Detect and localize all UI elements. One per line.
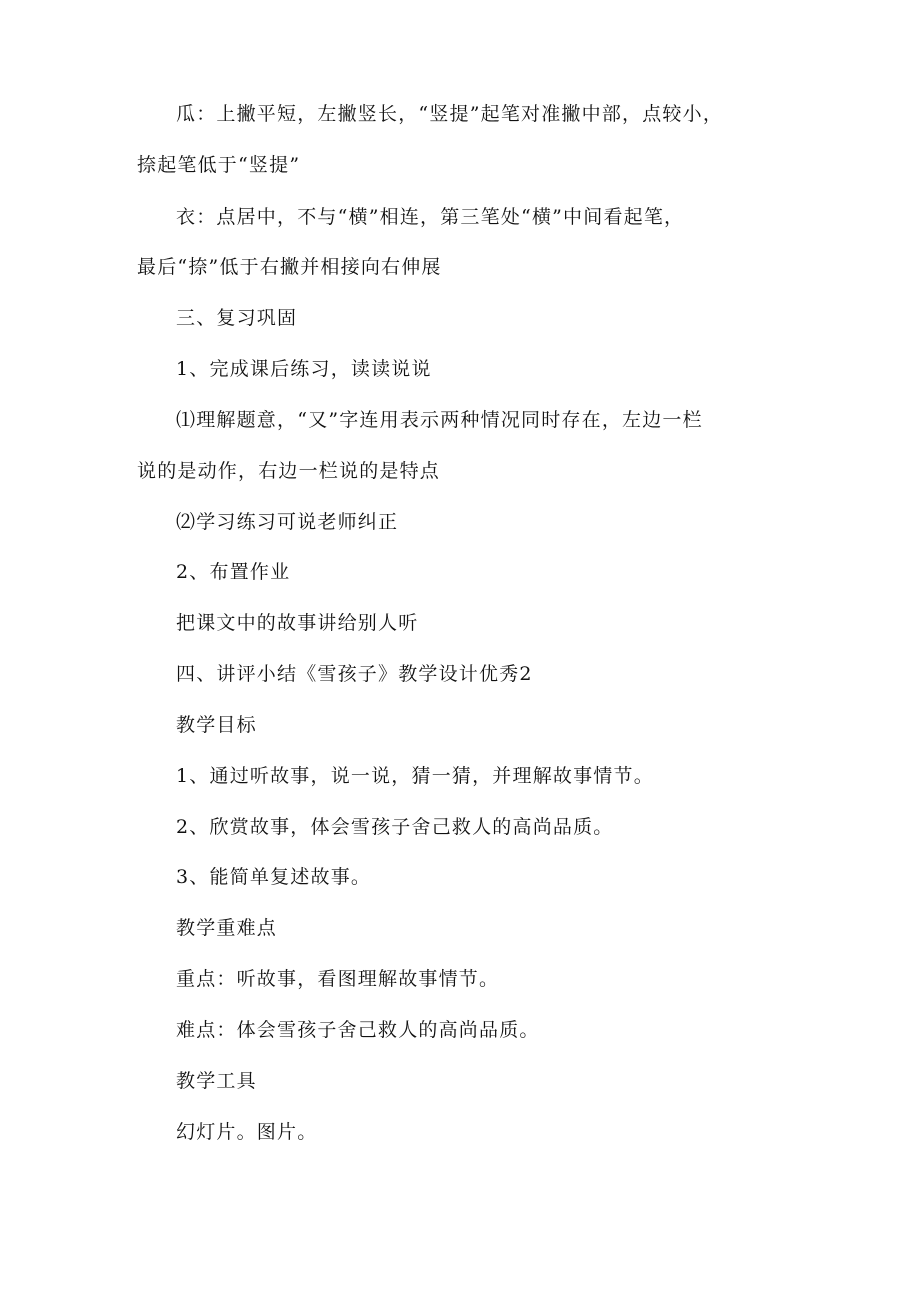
sub-item-2: ⑵学习练习可说老师纠正 [176,511,399,533]
paragraph-yi-line2: 最后“捺”低于右撇并相接向右伸展 [137,256,442,278]
difficulty-text: 难点：体会雪孩子舍己救人的高尚品质。 [176,1019,540,1041]
goal-item-3: 3、能简单复述故事。 [176,866,372,888]
heading-teaching-tools: 教学工具 [176,1070,257,1092]
goal-item-1: 1、通过听故事，说一说，猜一猜，并理解故事情节。 [176,765,654,787]
tools-text: 幻灯片。图片。 [176,1121,318,1143]
key-point-text: 重点：听故事，看图理解故事情节。 [176,968,500,990]
section-heading-review: 三、复习巩固 [176,307,298,329]
heading-key-difficulties: 教学重难点 [176,917,278,939]
list-item-exercises: 1、完成课后练习，读读说说 [176,358,432,380]
paragraph-yi-line1: 衣：点居中，不与“横”相连，第三笔处“横”中间看起笔， [176,206,685,228]
paragraph-gua-line2: 捺起笔低于“竖提” [137,154,301,176]
homework-text: 把课文中的故事讲给别人听 [176,612,419,634]
sub-item-1-line2: 说的是动作，右边一栏说的是特点 [137,460,441,482]
section-heading-summary: 四、讲评小结《雪孩子》教学设计优秀2 [176,663,533,685]
paragraph-gua-line1: 瓜：上撇平短，左撇竖长，“竖提”起笔对准撇中部，点较小， [176,103,724,125]
list-item-homework: 2、布置作业 [176,561,291,583]
heading-teaching-goals: 教学目标 [176,714,257,736]
sub-item-1-line1: ⑴理解题意，“又”字连用表示两种情况同时存在，左边一栏 [176,409,703,431]
goal-item-2: 2、欣赏故事，体会雪孩子舍己救人的高尚品质。 [176,816,614,838]
